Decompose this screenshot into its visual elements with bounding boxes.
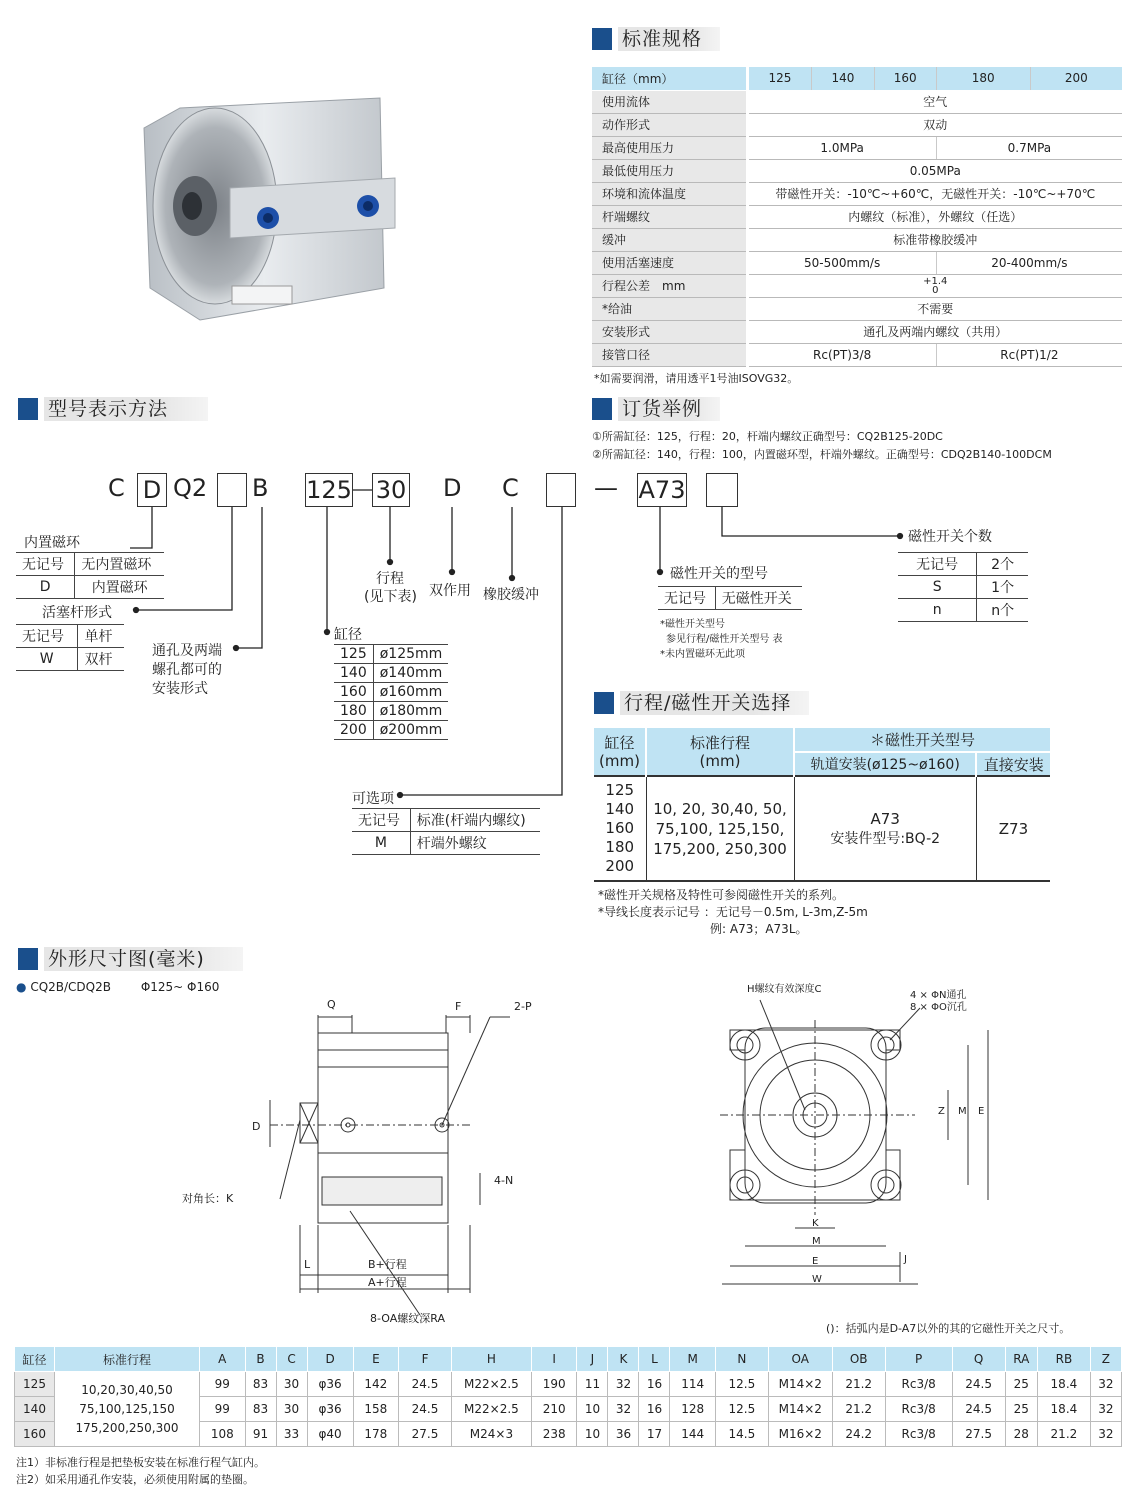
stroke-section-header: [594, 690, 809, 716]
spec-value: 通孔及两端内螺纹（共用）: [747, 320, 1122, 343]
dim-cell: 27.5: [952, 1422, 1005, 1447]
rod-desc: 双杆: [78, 648, 124, 671]
code-cc: C: [502, 474, 519, 502]
code-b: B: [252, 474, 269, 502]
dim-cell: M22×2.5: [451, 1397, 531, 1422]
dim-cell: 32: [608, 1397, 639, 1422]
bore-140: 140: [812, 67, 874, 90]
dim-cell: 21.2: [1038, 1422, 1091, 1447]
code-q2: Q2: [173, 474, 208, 502]
rod-desc: 单杆: [78, 625, 124, 648]
dim-cell: 140: [15, 1397, 55, 1422]
dim-cell: 18.4: [1038, 1372, 1091, 1397]
dim-b-stroke: B+行程: [368, 1258, 407, 1271]
dim-cell: 99: [200, 1397, 246, 1422]
dim-n-hole: 4 × ΦN通孔: [910, 990, 967, 1001]
model-title: 型号表示方法: [44, 397, 208, 421]
dim-cell: 10: [577, 1397, 608, 1422]
dim-cell: 14.5: [715, 1422, 768, 1447]
spec-value: Rc(PT)1/2: [936, 343, 1122, 366]
rod-code: W: [16, 648, 78, 671]
bore-size: ø160mm: [373, 683, 448, 702]
spec-label: 行程公差 mm: [592, 274, 747, 297]
spec-label: 环境和流体温度: [592, 182, 747, 205]
dim-cell: 32: [1090, 1372, 1121, 1397]
dim-h: J: [577, 1347, 608, 1372]
bore-code: 160: [334, 683, 373, 702]
spec-value: 内螺纹（标准），外螺纹（任选）: [747, 205, 1122, 228]
spec-value: 1.0MPa: [747, 136, 936, 159]
section-marker-icon: [18, 948, 38, 970]
dim-cell: 24.5: [399, 1397, 452, 1422]
dim-cell: 17: [639, 1422, 670, 1447]
dim-h: RB: [1038, 1347, 1091, 1372]
dim-e-vert: E: [978, 1106, 985, 1117]
spec-label: 动作形式: [592, 113, 747, 136]
dim-d: D: [252, 1120, 261, 1133]
stroke-bores: [594, 776, 646, 881]
dim-stroke-line: 175,200,250,300: [75, 1420, 179, 1435]
spec-value: 空气: [747, 90, 1122, 113]
switch-count-title: 磁性开关个数: [908, 529, 992, 545]
dimension-table: [14, 1346, 1122, 1447]
order-example-2: ②所需缸径：140，行程：100，内置磁环型，杆端外螺纹。正确型号：CDQ2B140-100DCM: [592, 448, 1052, 461]
dim-cell: 125: [15, 1372, 55, 1397]
spec-value: Rc(PT)3/8: [747, 343, 936, 366]
spec-label: 安装形式: [592, 320, 747, 343]
dim-m-vert: M: [958, 1106, 967, 1117]
bore-code: 200: [334, 721, 373, 740]
dim-o-hole: 8 × ΦO沉孔: [910, 1002, 967, 1013]
dim-cell: 16: [639, 1372, 670, 1397]
dim-strokes: [55, 1372, 200, 1447]
stroke-bore: 140: [605, 800, 635, 818]
cushion-label: 橡胶缓冲: [483, 587, 539, 603]
switch-count-value: n个: [977, 599, 1028, 622]
bore-title: 缸径: [334, 627, 362, 643]
magnet-desc: 内置磁环: [75, 576, 164, 599]
dim-h: L: [639, 1347, 670, 1372]
option-code: 无记号: [352, 809, 410, 832]
stroke-label-1: 行程: [376, 571, 404, 587]
dim-cell: 25: [1005, 1372, 1038, 1397]
spec-label: 杆端螺纹: [592, 205, 747, 228]
bore-125: 125: [747, 67, 812, 90]
dim-h: F: [399, 1347, 452, 1372]
rod-code: 无记号: [16, 625, 78, 648]
switch-type-desc: 无磁性开关: [715, 587, 802, 610]
side-view-drawing: [170, 995, 530, 1330]
dim-cell: 32: [1090, 1397, 1121, 1422]
code-dash: —: [594, 474, 618, 502]
dim-cell: M16×2: [768, 1422, 832, 1447]
switch-count-value: 2个: [977, 553, 1028, 576]
stroke-values-line: 10, 20, 30,40, 50,: [653, 799, 787, 818]
spec-value: 0.7MPa: [936, 136, 1122, 159]
option-code: M: [352, 832, 410, 855]
dim-cell: 83: [245, 1372, 276, 1397]
dim-cell: 12.5: [715, 1372, 768, 1397]
dim-h: OA: [768, 1347, 832, 1372]
option-title: 可选项: [352, 791, 394, 807]
dim-cell: 91: [245, 1422, 276, 1447]
dim-cell: 83: [245, 1397, 276, 1422]
spec-label: *给油: [592, 297, 747, 320]
option-desc: 杆端外螺纹: [410, 832, 540, 855]
dim-h: P: [885, 1347, 952, 1372]
switch-type-table: [658, 586, 802, 610]
magnet-code: D: [16, 576, 75, 599]
magnet-desc: 无内置磁环: [75, 553, 164, 576]
stroke-h-bore: [594, 728, 646, 776]
front-view-drawing: [700, 990, 1020, 1290]
spec-value: 0.05MPa: [747, 159, 1122, 182]
stroke-h-rail: 轨道安装(ø125~ø160): [794, 752, 976, 776]
dim-l: L: [304, 1258, 311, 1271]
option-desc: 标准(杆端内螺纹): [410, 809, 540, 832]
order-title: 订货举例: [618, 397, 720, 421]
code-bore-box: 125: [305, 473, 353, 507]
spec-value: 双动: [747, 113, 1122, 136]
stroke-bore: 160: [605, 819, 635, 837]
spec-value: 20-400mm/s: [936, 251, 1122, 274]
dims-note-2: 注2）如采用通孔作安装，必须使用附属的垫圈。: [16, 1473, 254, 1486]
mount-line-3: 安装形式: [152, 681, 208, 697]
stroke-rail: [794, 776, 976, 881]
switch-count-table: [898, 552, 1028, 622]
stroke-h-switch: ＊磁性开关型号: [794, 728, 1050, 752]
dim-h: 标准行程: [55, 1347, 200, 1372]
dim-cell: 24.2: [832, 1422, 885, 1447]
dim-cell: 21.2: [832, 1372, 885, 1397]
magnet-table: [16, 552, 164, 599]
code-a73-box: A73: [637, 473, 687, 507]
stroke-h-bore-unit: (mm): [599, 751, 640, 770]
switch-count-value: 1个: [977, 576, 1028, 599]
bore-label: 缸径（mm）: [592, 67, 747, 90]
tolerance-zero: 0: [932, 284, 939, 296]
stroke-h-stroke-label: 标准行程: [689, 733, 750, 752]
dim-jj: J: [904, 1254, 907, 1265]
series-label: [16, 980, 219, 994]
switch-count-code: 无记号: [898, 553, 977, 576]
spec-label: 缓冲: [592, 228, 747, 251]
dim-cell: 11: [577, 1372, 608, 1397]
dim-cell: 24.5: [952, 1397, 1005, 1422]
bore-table: [334, 644, 448, 740]
spec-label: 最低使用压力: [592, 159, 747, 182]
order-example-1: ①所需缸径：125，行程：20，杆端内螺纹正确型号：CQ2B125-20DC: [592, 430, 943, 443]
dim-cell: 10: [577, 1422, 608, 1447]
dim-cell: Rc3/8: [885, 1397, 952, 1422]
dim-cell: 21.2: [832, 1397, 885, 1422]
dim-cell: 30: [276, 1372, 307, 1397]
dim-p: 2-P: [514, 1000, 532, 1013]
stroke-bore: 125: [605, 781, 635, 799]
dim-cell: 24.5: [399, 1372, 452, 1397]
stroke-values-line: 75,100, 125,150,: [655, 819, 785, 838]
dim-h: K: [608, 1347, 639, 1372]
switch-count-code: n: [898, 599, 977, 622]
stroke-switch-table: [594, 728, 1050, 882]
code-c: C: [108, 474, 125, 502]
dim-cell: M24×3: [451, 1422, 531, 1447]
dim-q: Q: [327, 998, 336, 1011]
stroke-direct: Z73: [976, 776, 1050, 881]
dim-h: Z: [1090, 1347, 1121, 1372]
dim-cell: 28: [1005, 1422, 1038, 1447]
spec-label: 最高使用压力: [592, 136, 747, 159]
dims-note-1: 注1）非标准行程是把垫板安装在标准行程气缸内。: [16, 1456, 265, 1469]
bore-180: 180: [936, 67, 1030, 90]
dim-h: Q: [952, 1347, 1005, 1372]
dim-cell: 114: [670, 1372, 716, 1397]
dim-h: H: [451, 1347, 531, 1372]
drawing-section-header: [18, 946, 243, 972]
spec-label: 接管口径: [592, 343, 747, 366]
dim-h: E: [353, 1347, 399, 1372]
switch-note-1: *磁性开关型号: [660, 619, 725, 630]
bore-code: 125: [334, 645, 373, 664]
series-name: CQ2B/CDQ2B: [30, 980, 111, 994]
dim-h: B: [245, 1347, 276, 1372]
bore-code: 180: [334, 702, 373, 721]
stroke-h-stroke: [646, 728, 794, 776]
dim-cell: 238: [531, 1422, 577, 1447]
dim-cell: M14×2: [768, 1372, 832, 1397]
rod-title: 活塞杆形式: [42, 605, 112, 621]
dim-cell: 25: [1005, 1397, 1038, 1422]
dim-h: I: [531, 1347, 577, 1372]
switch-count-code: S: [898, 576, 977, 599]
dim-cell: Rc3/8: [885, 1372, 952, 1397]
mount-line-1: 通孔及两端: [152, 643, 222, 659]
dim-h: H螺纹有效深度C: [747, 984, 822, 995]
spec-value: 带磁性开关：-10℃~+60℃，无磁性开关：-10℃~+70℃: [747, 182, 1122, 205]
dim-a-stroke: A+行程: [368, 1276, 407, 1289]
dim-f: F: [455, 1000, 462, 1013]
dim-h: RA: [1005, 1347, 1038, 1372]
drawing-note: ()：括弧内是D-A7以外的其的它磁性开关之尺寸。: [826, 1322, 1071, 1335]
switch-note-3: *未内置磁环无此项: [660, 649, 745, 660]
bore-size: ø140mm: [373, 664, 448, 683]
dim-cell: 178: [353, 1422, 399, 1447]
bullet-icon: ●: [16, 980, 27, 994]
stroke-h-bore-label: 缸径: [604, 733, 635, 752]
code-stroke-box: 30: [372, 473, 410, 507]
dim-cell: Rc3/8: [885, 1422, 952, 1447]
dim-cell: 32: [1090, 1422, 1121, 1447]
dim-cell: 16: [639, 1397, 670, 1422]
dim-row-125: [15, 1372, 1122, 1397]
switch-type-title: 磁性开关的型号: [670, 566, 768, 582]
bore-size: ø125mm: [373, 645, 448, 664]
dim-header-row: [15, 1347, 1122, 1372]
dim-cell: M14×2: [768, 1397, 832, 1422]
dim-stroke-line: 10,20,30,40,50: [81, 1382, 173, 1397]
option-table: [352, 808, 540, 855]
stroke-h-direct: 直接安装: [983, 755, 1044, 774]
mount-line-2: 螺孔都可的: [152, 662, 222, 678]
dim-h: OB: [832, 1347, 885, 1372]
dim-cell: 210: [531, 1397, 577, 1422]
dim-cell: 36: [608, 1422, 639, 1447]
magnet-title: 内置磁环: [24, 535, 80, 551]
switch-note-2: 参见行程/磁性开关型号 表: [666, 634, 783, 645]
spec-label: 使用活塞速度: [592, 251, 747, 274]
stroke-note-2: *导线长度表示记号 ：无记号－0.5m, L-3m,Z-5m: [598, 905, 868, 919]
dim-cell: 33: [276, 1422, 307, 1447]
dim-cell: 30: [276, 1397, 307, 1422]
bore-size: ø200mm: [373, 721, 448, 740]
dim-cell: 160: [15, 1422, 55, 1447]
stroke-values-line: 175,200, 250,300: [653, 839, 787, 858]
dim-n: 4-N: [494, 1174, 514, 1187]
dim-cell: φ40: [307, 1422, 353, 1447]
dim-ww: W: [812, 1274, 822, 1285]
dim-mm: M: [812, 1236, 821, 1247]
series-range: Φ125~ Φ160: [140, 980, 220, 994]
dim-h: A: [200, 1347, 246, 1372]
dim-cell: 12.5: [715, 1397, 768, 1422]
tolerance-plus: +1.4: [923, 275, 948, 287]
stroke-note-3: 例: A73；A73L。: [710, 922, 808, 936]
spec-title: 标准规格: [618, 27, 720, 51]
dim-cell: 32: [608, 1372, 639, 1397]
dim-h: 缸径: [15, 1347, 55, 1372]
bore-200: 200: [1030, 67, 1122, 90]
stroke-bore: 200: [605, 857, 635, 875]
dim-cell: φ36: [307, 1372, 353, 1397]
bore-size: ø180mm: [373, 702, 448, 721]
stroke-bore: 180: [605, 838, 635, 856]
section-marker-icon: [594, 692, 614, 714]
stroke-section-title: 行程/磁性开关选择: [620, 691, 809, 715]
dim-cell: 144: [670, 1422, 716, 1447]
dim-cell: 18.4: [1038, 1397, 1091, 1422]
drawing-title: 外形尺寸图(毫米): [44, 947, 243, 971]
dim-cell: 27.5: [399, 1422, 452, 1447]
dim-cell: 128: [670, 1397, 716, 1422]
dim-zz: Z: [938, 1106, 945, 1117]
dim-ee: E: [812, 1256, 819, 1267]
dim-h: D: [307, 1347, 353, 1372]
dim-cell: φ36: [307, 1397, 353, 1422]
dim-cell: 108: [200, 1422, 246, 1447]
spec-label: 使用流体: [592, 90, 747, 113]
dim-cell: 142: [353, 1372, 399, 1397]
bore-160: 160: [874, 67, 936, 90]
code-d: D: [443, 474, 462, 502]
code-d-box: D: [137, 473, 167, 507]
dim-h: M: [670, 1347, 716, 1372]
stroke-label-2: (见下表): [364, 589, 417, 605]
dim-cell: 190: [531, 1372, 577, 1397]
double-acting-label: 双作用: [429, 583, 471, 599]
rail-bracket: 安装件型号:BQ-2: [830, 830, 941, 847]
dim-cell: 158: [353, 1397, 399, 1422]
spec-note: *如需要润滑，请用透平1号油ISOVG32。: [594, 372, 799, 385]
spec-value: 50-500mm/s: [747, 251, 936, 274]
switch-type-code: 无记号: [658, 587, 715, 610]
dim-stroke-line: 75,100,125,150: [79, 1401, 175, 1416]
spec-value: 不需要: [747, 297, 1122, 320]
dim-k: 对角长：K: [182, 1192, 234, 1205]
dim-h: N: [715, 1347, 768, 1372]
spec-value: 标准带橡胶缓冲: [747, 228, 1122, 251]
stroke-note-1: *磁性开关规格及特性可参阅磁性开关的系列。: [598, 888, 845, 902]
magnet-code: 无记号: [16, 553, 75, 576]
dim-cell: 99: [200, 1372, 246, 1397]
stroke-values: [646, 776, 794, 881]
rail-switch: A73: [870, 809, 900, 828]
dim-oa: 8-OA螺纹深RA: [370, 1312, 445, 1325]
dim-h: C: [276, 1347, 307, 1372]
dim-cell: 24.5: [952, 1372, 1005, 1397]
dim-cell: M22×2.5: [451, 1372, 531, 1397]
stroke-h-stroke-unit: (mm): [699, 751, 741, 770]
rod-table: [16, 624, 124, 671]
bore-code: 140: [334, 664, 373, 683]
dim-kk: K: [812, 1218, 819, 1229]
